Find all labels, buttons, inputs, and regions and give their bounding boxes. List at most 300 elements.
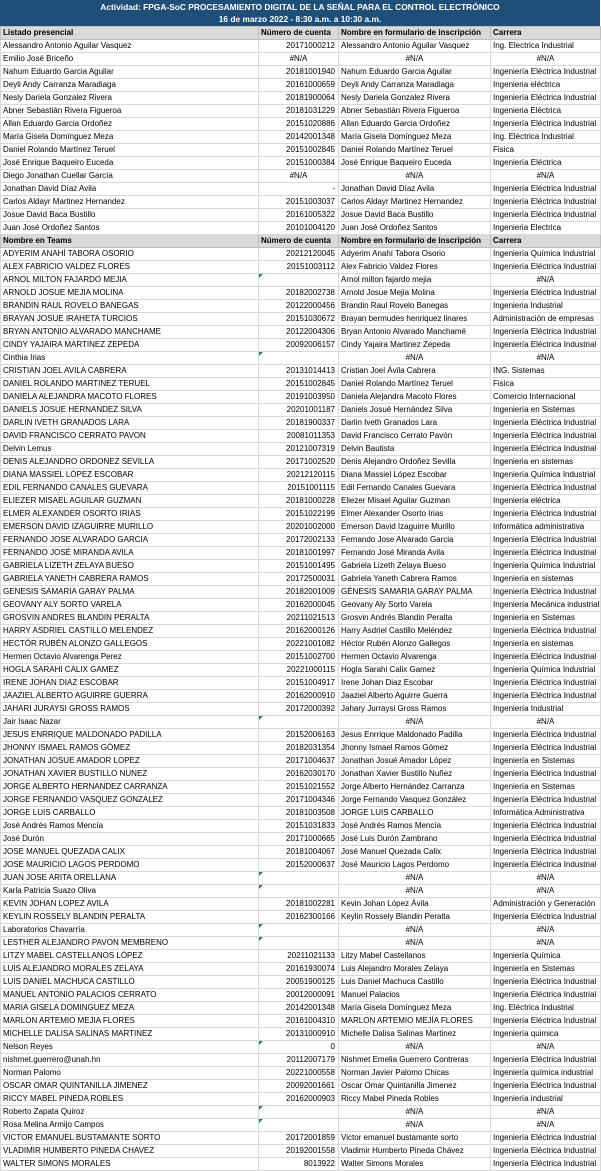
table-row: [1, 222, 601, 235]
cell-account-number: 20181900337: [259, 417, 339, 430]
cell-career: #N/A: [491, 352, 601, 365]
section-header-row: [1, 27, 601, 40]
cell-form-name: Brayan bermudes henriquez linares: [339, 313, 491, 326]
cell-career: Ingeniería en Sistemas: [491, 963, 601, 976]
cell-name: Allan Eduardo Garcia Ordoñez: [1, 118, 259, 131]
cell-name: Abner Sebastián Rivera Figueroa: [1, 105, 259, 118]
table-row: [1, 378, 601, 391]
table-row: [1, 53, 601, 66]
table-row: [1, 1015, 601, 1028]
cell-form-name: Victor emanuel bustamante sorto: [339, 1132, 491, 1145]
cell-name: VICTOR EMANUEL BUSTAMANTE SORTO: [1, 1132, 259, 1145]
table-row: [1, 690, 601, 703]
cell-account-number: 20161005322: [259, 209, 339, 222]
table-row: [1, 755, 601, 768]
table-row: [1, 131, 601, 144]
table-row: [1, 885, 601, 898]
cell-career: #N/A: [491, 872, 601, 885]
table-row: [1, 664, 601, 677]
cell-form-name: Nishmet Emelia Guerrero Contreras: [339, 1054, 491, 1067]
cell-account-number: 20171004346: [259, 794, 339, 807]
cell-name: José Durón: [1, 833, 259, 846]
cell-account-number: 20092001661: [259, 1080, 339, 1093]
table-row: [1, 547, 601, 560]
table-row: [1, 1145, 601, 1158]
cell-account-number: #N/A: [259, 170, 339, 183]
cell-form-name: Darlin Iveth Granados Lara: [339, 417, 491, 430]
cell-form-name: Nahum Eduardo Garcia Aguilar: [339, 66, 491, 79]
cell-account-number: 20161930074: [259, 963, 339, 976]
cell-account-number: [259, 885, 339, 898]
cell-name: JOSE MANUEL QUEZADA CALIX: [1, 846, 259, 859]
table-row: [1, 612, 601, 625]
cell-career: Ingenieria Electrica: [491, 222, 601, 235]
cell-form-name: Daniel Rolando Martínez Teruel: [339, 378, 491, 391]
cell-name: LITZY MABEL CASTELLANOS LÓPEZ: [1, 950, 259, 963]
column-header: Número de cuenta: [259, 235, 339, 248]
table-row: [1, 911, 601, 924]
cell-career: Ingeniería Eléctrica Industrial: [491, 183, 601, 196]
table-row: [1, 313, 601, 326]
table-row: [1, 729, 601, 742]
table-row: [1, 508, 601, 521]
cell-career: Ingeniería Química Industrial: [491, 248, 601, 261]
cell-career: Ingeniería Eléctrica Industrial: [491, 976, 601, 989]
cell-career: Comercio Internacional: [491, 391, 601, 404]
cell-account-number: 20142001348: [259, 131, 339, 144]
table-row: [1, 924, 601, 937]
cell-account-number: 0: [259, 1041, 339, 1054]
cell-account-number: 20201001187: [259, 404, 339, 417]
cell-form-name: Jaaziel Alberto Aguirre Guerra: [339, 690, 491, 703]
cell-career: #N/A: [491, 716, 601, 729]
cell-name: DANIELA ALEJANDRA MACOTO FLORES: [1, 391, 259, 404]
cell-career: Ingeniería Eléctrica Industrial: [491, 586, 601, 599]
table-row: [1, 859, 601, 872]
table-row: [1, 651, 601, 664]
cell-account-number: 20191003950: [259, 391, 339, 404]
cell-account-number: [259, 1106, 339, 1119]
cell-career: Ingeniería Eléctrica Industrial: [491, 768, 601, 781]
cell-form-name: #N/A: [339, 1119, 491, 1132]
table-row: [1, 261, 601, 274]
table-row: [1, 521, 601, 534]
cell-form-name: Elmer Alexander Osorto Irias: [339, 508, 491, 521]
cell-career: Ingenieria en sistemas: [491, 456, 601, 469]
cell-name: BRANDIN RAUL ROVELO BANEGAS: [1, 300, 259, 313]
cell-name: Nahum Eduardo Garcia Aguilar: [1, 66, 259, 79]
cell-form-name: #N/A: [339, 352, 491, 365]
cell-form-name: Jonathan Xavier Bustillo Nuñez: [339, 768, 491, 781]
cell-account-number: 20151022199: [259, 508, 339, 521]
cell-career: #N/A: [491, 1041, 601, 1054]
cell-form-name: Alessandro Antonio Aguilar Vasquez: [339, 40, 491, 53]
cell-career: Ingeniería Eléctrica Industrial: [491, 547, 601, 560]
cell-name: ALEX FABRICIO VALDEZ FLORES: [1, 261, 259, 274]
cell-career: Ingeniería Eléctrica Industrial: [491, 482, 601, 495]
cell-name: José Enrique Baqueiro Euceda: [1, 157, 259, 170]
cell-account-number: 20182001009: [259, 586, 339, 599]
cell-career: Ingeniería Química Industrial: [491, 469, 601, 482]
cell-career: Ingeniería en Sistemas: [491, 612, 601, 625]
table-row: [1, 365, 601, 378]
cell-career: Ingeniería en Sistemas: [491, 781, 601, 794]
cell-name: Nelson Reyes: [1, 1041, 259, 1054]
table-row: [1, 40, 601, 53]
table-row: [1, 716, 601, 729]
cell-career: Ingeniería Eléctrica Industrial: [491, 1054, 601, 1067]
cell-account-number: 20181031229: [259, 105, 339, 118]
cell-name: Laboratorios Chavarría: [1, 924, 259, 937]
cell-name: GROSVIN ANDRES BLANDIN PERALTA: [1, 612, 259, 625]
cell-account-number: 20151002845: [259, 378, 339, 391]
cell-career: Ingeniería Química: [491, 950, 601, 963]
cell-name: Karla Patricia Suazo Oliva: [1, 885, 259, 898]
table-row: [1, 625, 601, 638]
cell-form-name: Jorge Alberto Hernández Carranza: [339, 781, 491, 794]
cell-form-name: Daniel Rolando Martínez Teruel: [339, 144, 491, 157]
cell-name: HARRY ASDRIEL CASTILLO MELENDEZ: [1, 625, 259, 638]
cell-form-name: David Francisco Cerrato Pavón: [339, 430, 491, 443]
table-row: [1, 417, 601, 430]
cell-career: #N/A: [491, 924, 601, 937]
cell-name: KEVIN JOHAN LOPEZ AVILA: [1, 898, 259, 911]
cell-form-name: Harry Asdriel Castillo Meléndez: [339, 625, 491, 638]
cell-career: Ingenieria eléctrica: [491, 79, 601, 92]
cell-form-name: Fernando Jose Alvarado Garcia: [339, 534, 491, 547]
cell-career: Ingeniería Eléctrica Industrial: [491, 729, 601, 742]
cell-account-number: 20161000659: [259, 79, 339, 92]
cell-name: MANUEL ANTONIO PALACIOS CERRATO: [1, 989, 259, 1002]
cell-career: Ingeniería Eléctrica Industrial: [491, 66, 601, 79]
cell-account-number: 20212120115: [259, 469, 339, 482]
cell-career: Ing. Electrica Industrial: [491, 40, 601, 53]
table-row: [1, 534, 601, 547]
cell-form-name: María Gisela Domínguez Meza: [339, 1002, 491, 1015]
cell-form-name: Carlos Aldayr Martinez Hernandez: [339, 196, 491, 209]
section-header-row: [1, 235, 601, 248]
cell-account-number: 20181900064: [259, 92, 339, 105]
table-row: [1, 105, 601, 118]
cell-name: Juan José Ordoñez Santos: [1, 222, 259, 235]
cell-account-number: 20151003037: [259, 196, 339, 209]
table-row: [1, 391, 601, 404]
cell-form-name: Jahary Jurraysi Gross Ramos: [339, 703, 491, 716]
cell-name: JAHARI JURAYSI GROSS RAMOS: [1, 703, 259, 716]
cell-form-name: Daniela Alejandra Macoto Flores: [339, 391, 491, 404]
table-row: [1, 1067, 601, 1080]
cell-account-number: 20221000558: [259, 1067, 339, 1080]
cell-account-number: 20151002700: [259, 651, 339, 664]
cell-form-name: Allan Eduardo Garcia Ordoñez: [339, 118, 491, 131]
cell-name: CINDY YAJAIRA MARTINEZ ZEPEDA: [1, 339, 259, 352]
cell-career: #N/A: [491, 885, 601, 898]
cell-career: Ingeniería Eléctrica Industrial: [491, 859, 601, 872]
table-row: [1, 339, 601, 352]
cell-account-number: 20172002133: [259, 534, 339, 547]
cell-name: ADYERIM ANAHÍ TABORA OSORIO: [1, 248, 259, 261]
cell-career: Fisica: [491, 378, 601, 391]
table-row: [1, 599, 601, 612]
table-row: [1, 430, 601, 443]
cell-account-number: 20151031833: [259, 820, 339, 833]
cell-name: Delvin Lemus: [1, 443, 259, 456]
cell-career: Ingeniería Eléctrica Industrial: [491, 1015, 601, 1028]
cell-career: Ingeniería Eléctrica Industrial: [491, 625, 601, 638]
column-header: Nombre en Teams: [1, 235, 259, 248]
cell-name: WALTER SIMONS MORALES: [1, 1158, 259, 1171]
cell-form-name: Bryan Antonio Alvarado Manchamé: [339, 326, 491, 339]
cell-form-name: #N/A: [339, 716, 491, 729]
cell-account-number: 20162000910: [259, 690, 339, 703]
cell-name: CRISTIAN JOEL AVILA CABRERA: [1, 365, 259, 378]
cell-career: #N/A: [491, 1106, 601, 1119]
cell-account-number: 20182002738: [259, 287, 339, 300]
cell-name: Cinthia Irias: [1, 352, 259, 365]
cell-name: ELMER ALEXANDER OSORTO IRIAS: [1, 508, 259, 521]
cell-name: JORGE ALBERTO HERNANDEZ CARRANZA: [1, 781, 259, 794]
cell-form-name: Vladimir Humberto Pineda Chávez: [339, 1145, 491, 1158]
cell-name: MICHELLE DALISA SALINAS MARTINEZ: [1, 1028, 259, 1041]
cell-account-number: 20211021513: [259, 612, 339, 625]
table-row: [1, 872, 601, 885]
title-block: [0, 0, 600, 26]
cell-form-name: Héctor Rubén Alonzo Gallegos: [339, 638, 491, 651]
cell-name: JORGE LUIS CARBALLO: [1, 807, 259, 820]
table-row: [1, 404, 601, 417]
cell-form-name: Abner Sebastián Rivera Figueroa: [339, 105, 491, 118]
cell-form-name: Emerson David Izaguirre Murillo: [339, 521, 491, 534]
cell-account-number: 20162000045: [259, 599, 339, 612]
cell-account-number: 20122000456: [259, 300, 339, 313]
table-row: [1, 1158, 601, 1171]
cell-form-name: Brandin Raul Rovelo Banegas: [339, 300, 491, 313]
cell-career: Ingeniería eléctrica: [491, 495, 601, 508]
cell-account-number: [259, 716, 339, 729]
cell-form-name: José Mauricio Lagos Perdomo: [339, 859, 491, 872]
cell-name: JONATHAN XAVIER BUSTILLO NUNEZ: [1, 768, 259, 781]
cell-account-number: 20151000384: [259, 157, 339, 170]
cell-career: Informática administrativa: [491, 521, 601, 534]
cell-form-name: Michelle Dalisa Salinas Martinez: [339, 1028, 491, 1041]
cell-form-name: #N/A: [339, 170, 491, 183]
cell-name: Josue David Baca Bustillo: [1, 209, 259, 222]
cell-account-number: 20171004637: [259, 755, 339, 768]
cell-account-number: 20181001940: [259, 66, 339, 79]
table-row: [1, 300, 601, 313]
cell-account-number: 20081011353: [259, 430, 339, 443]
cell-name: ARNOLD JOSUE MEJIA MOLINA: [1, 287, 259, 300]
cell-career: Ingeniería Química Industrial: [491, 664, 601, 677]
cell-account-number: 20151001115: [259, 482, 339, 495]
cell-name: Diego Jonathan Cuellar García: [1, 170, 259, 183]
cell-career: Informática Administrativa: [491, 807, 601, 820]
table-row: [1, 248, 601, 261]
cell-form-name: Geovany Aly Sorto Varela: [339, 599, 491, 612]
cell-name: Daniel Rolando Martínez Teruel: [1, 144, 259, 157]
cell-account-number: 20192001558: [259, 1145, 339, 1158]
column-header: Número de cuenta: [259, 27, 339, 40]
cell-account-number: 20172500031: [259, 573, 339, 586]
cell-form-name: MARLON ARTEMIO MEJÍA FLORES: [339, 1015, 491, 1028]
cell-account-number: [259, 1119, 339, 1132]
cell-name: FERNANDO JOSÉ MIRANDA AVILA: [1, 547, 259, 560]
table-row: [1, 703, 601, 716]
cell-account-number: 20221000115: [259, 664, 339, 677]
cell-career: Ingeniería Eléctrica Industrial: [491, 1158, 601, 1171]
cell-account-number: 20151004917: [259, 677, 339, 690]
activity-title: Actividad: FPGA-SoC PROCESAMIENTO DIGITAL DE LA SEÑAL PARA EL CONTROL ELECTRÓNICO: [100, 2, 500, 12]
table-row: [1, 118, 601, 131]
cell-account-number: 20151003112: [259, 261, 339, 274]
cell-name: MARIA GISELA DOMINGUEZ MEZA: [1, 1002, 259, 1015]
cell-form-name: Edil Fernando Canales Guevara: [339, 482, 491, 495]
cell-form-name: Deyli Andy Carranza Maradiaga: [339, 79, 491, 92]
cell-form-name: #N/A: [339, 937, 491, 950]
cell-account-number: [259, 937, 339, 950]
cell-form-name: Hermen Octavio Alvarenga: [339, 651, 491, 664]
cell-career: Administración y Generación: [491, 898, 601, 911]
cell-career: Ingeniería Eléctrica Industrial: [491, 911, 601, 924]
cell-form-name: María Gisela Domínguez Meza: [339, 131, 491, 144]
cell-form-name: #N/A: [339, 1106, 491, 1119]
cell-career: #N/A: [491, 53, 601, 66]
cell-account-number: 20162000903: [259, 1093, 339, 1106]
cell-career: Ingenieria Industrial: [491, 300, 601, 313]
cell-name: DANIEL ROLANDO MARTINEZ TERUEL: [1, 378, 259, 391]
cell-career: #N/A: [491, 274, 601, 287]
cell-account-number: 20131014413: [259, 365, 339, 378]
cell-name: BRYAN ANTONIO ALVARADO MANCHAME: [1, 326, 259, 339]
table-row: [1, 287, 601, 300]
cell-form-name: Jhonny Ismael Ramos Gómez: [339, 742, 491, 755]
cell-account-number: 20131000910: [259, 1028, 339, 1041]
cell-form-name: JORGE LUIS CARBALLO: [339, 807, 491, 820]
cell-name: EDIL FERNANDO CANALES GUEVARA: [1, 482, 259, 495]
cell-name: DIANA MASSIEL LÓPEZ ESCOBAR: [1, 469, 259, 482]
cell-career: Ingeniería Eléctrica: [491, 157, 601, 170]
cell-name: Jair Isaac Nazar: [1, 716, 259, 729]
cell-account-number: 20162030170: [259, 768, 339, 781]
cell-name: VLADIMIR HUMBERTO PINEDA CHAVEZ: [1, 1145, 259, 1158]
cell-career: Ingeniería Eléctrica Industrial: [491, 339, 601, 352]
cell-career: Ingeniería Química Industrial: [491, 560, 601, 573]
cell-form-name: GÉNESIS SAMARIA GARAY PALMA: [339, 586, 491, 599]
cell-account-number: 20181000228: [259, 495, 339, 508]
cell-career: Administración de empresas: [491, 313, 601, 326]
cell-account-number: 20152006163: [259, 729, 339, 742]
table-row: [1, 768, 601, 781]
cell-form-name: #N/A: [339, 1041, 491, 1054]
table-row: [1, 1028, 601, 1041]
cell-account-number: 20121007319: [259, 443, 339, 456]
cell-name: GEOVANY ALY SORTO VARELA: [1, 599, 259, 612]
cell-account-number: 20171000665: [259, 833, 339, 846]
cell-name: Jonathan David Díaz Avila: [1, 183, 259, 196]
cell-account-number: 20171002520: [259, 456, 339, 469]
cell-form-name: Josue David Baca Bustillo: [339, 209, 491, 222]
cell-career: Ingeniería en sistemas: [491, 638, 601, 651]
cell-form-name: Cindy Yajaira Martinez Zepeda: [339, 339, 491, 352]
cell-form-name: #N/A: [339, 872, 491, 885]
cell-form-name: Eliezer Misael Aguilar Guzman: [339, 495, 491, 508]
table-row: [1, 1132, 601, 1145]
cell-account-number: [259, 274, 339, 287]
cell-name: Deyli Andy Carranza Maradiaga: [1, 79, 259, 92]
cell-name: DENIS ALEJANDRO ORDONEZ SEVILLA: [1, 456, 259, 469]
cell-form-name: #N/A: [339, 53, 491, 66]
cell-account-number: 20181004067: [259, 846, 339, 859]
cell-account-number: 20162300166: [259, 911, 339, 924]
cell-name: GABRIELA LIZETH ZELAYA BUESO: [1, 560, 259, 573]
cell-form-name: Arnol milton fajardo mejia: [339, 274, 491, 287]
cell-name: Emilio José Briceño: [1, 53, 259, 66]
table-row: [1, 742, 601, 755]
cell-account-number: 20051900125: [259, 976, 339, 989]
cell-name: JORGE FERNANDO VASQUEZ GONZALEZ: [1, 794, 259, 807]
cell-career: Ingeniería Eléctrica Industrial: [491, 833, 601, 846]
cell-name: JONATHAN JOSUE AMADOR LOPEZ: [1, 755, 259, 768]
cell-form-name: José Luis Durón Zambrano: [339, 833, 491, 846]
cell-account-number: [259, 872, 339, 885]
cell-form-name: Denis Alejandro Ordoñez Sevilla: [339, 456, 491, 469]
cell-account-number: 20211021133: [259, 950, 339, 963]
table-row: [1, 1041, 601, 1054]
cell-form-name: Riccy Mabel Pineda Robles: [339, 1093, 491, 1106]
cell-name: MARLON ARTEMIO MEJIA FLORES: [1, 1015, 259, 1028]
cell-account-number: #N/A: [259, 53, 339, 66]
cell-career: Ingeniería Industrial: [491, 703, 601, 716]
cell-account-number: 20172000392: [259, 703, 339, 716]
column-header: Nombre en formulario de inscripción: [339, 27, 491, 40]
table-row: [1, 1054, 601, 1067]
column-header: Listado presencial: [1, 27, 259, 40]
cell-account-number: 20012000091: [259, 989, 339, 1002]
cell-career: #N/A: [491, 937, 601, 950]
cell-name: DAVID FRANCISCO CERRATO PAVON: [1, 430, 259, 443]
cell-career: Ingeniería Eléctrica Industrial: [491, 443, 601, 456]
cell-form-name: Fernando José Miranda Avila: [339, 547, 491, 560]
cell-name: Hermen Octavio Alvarenga Perez: [1, 651, 259, 664]
cell-form-name: Diana Massiel López Escobar: [339, 469, 491, 482]
cell-name: Carlos Aldayr Martinez Hernandez: [1, 196, 259, 209]
table-row: [1, 807, 601, 820]
table-row: [1, 781, 601, 794]
cell-form-name: Luis Alejandro Morales Zelaya: [339, 963, 491, 976]
table-row: [1, 1106, 601, 1119]
cell-career: Fisica: [491, 144, 601, 157]
cell-name: JESUS ENRRIQUE MALDONADO PADILLA: [1, 729, 259, 742]
table-row: [1, 170, 601, 183]
cell-career: Ingeniería Eléctrica Industrial: [491, 92, 601, 105]
cell-career: Ingeniería Mecánica industrial: [491, 599, 601, 612]
cell-account-number: 20181003508: [259, 807, 339, 820]
cell-name: Rosa Melina Armijo Campos: [1, 1119, 259, 1132]
cell-name: JAAZIEL ALBERTO AGUIRRE GUERRA: [1, 690, 259, 703]
cell-name: GABRIELA YANETH CABRERA RAMOS: [1, 573, 259, 586]
cell-form-name: Jonathan David Díaz Avila: [339, 183, 491, 196]
cell-account-number: 20152000637: [259, 859, 339, 872]
cell-career: Ingeniería Eléctrica Industrial: [491, 534, 601, 547]
column-header: Nombre en formulario de inscripción: [339, 235, 491, 248]
table-row: [1, 820, 601, 833]
cell-career: Ingeniería quimica: [491, 1028, 601, 1041]
cell-career: Ingeniería Eléctrica Industrial: [491, 326, 601, 339]
cell-form-name: Jonathan Josué Amador López: [339, 755, 491, 768]
cell-name: LUIS ALEJANDRO MORALES ZELAYA: [1, 963, 259, 976]
table-row: [1, 469, 601, 482]
table-row: [1, 1119, 601, 1132]
